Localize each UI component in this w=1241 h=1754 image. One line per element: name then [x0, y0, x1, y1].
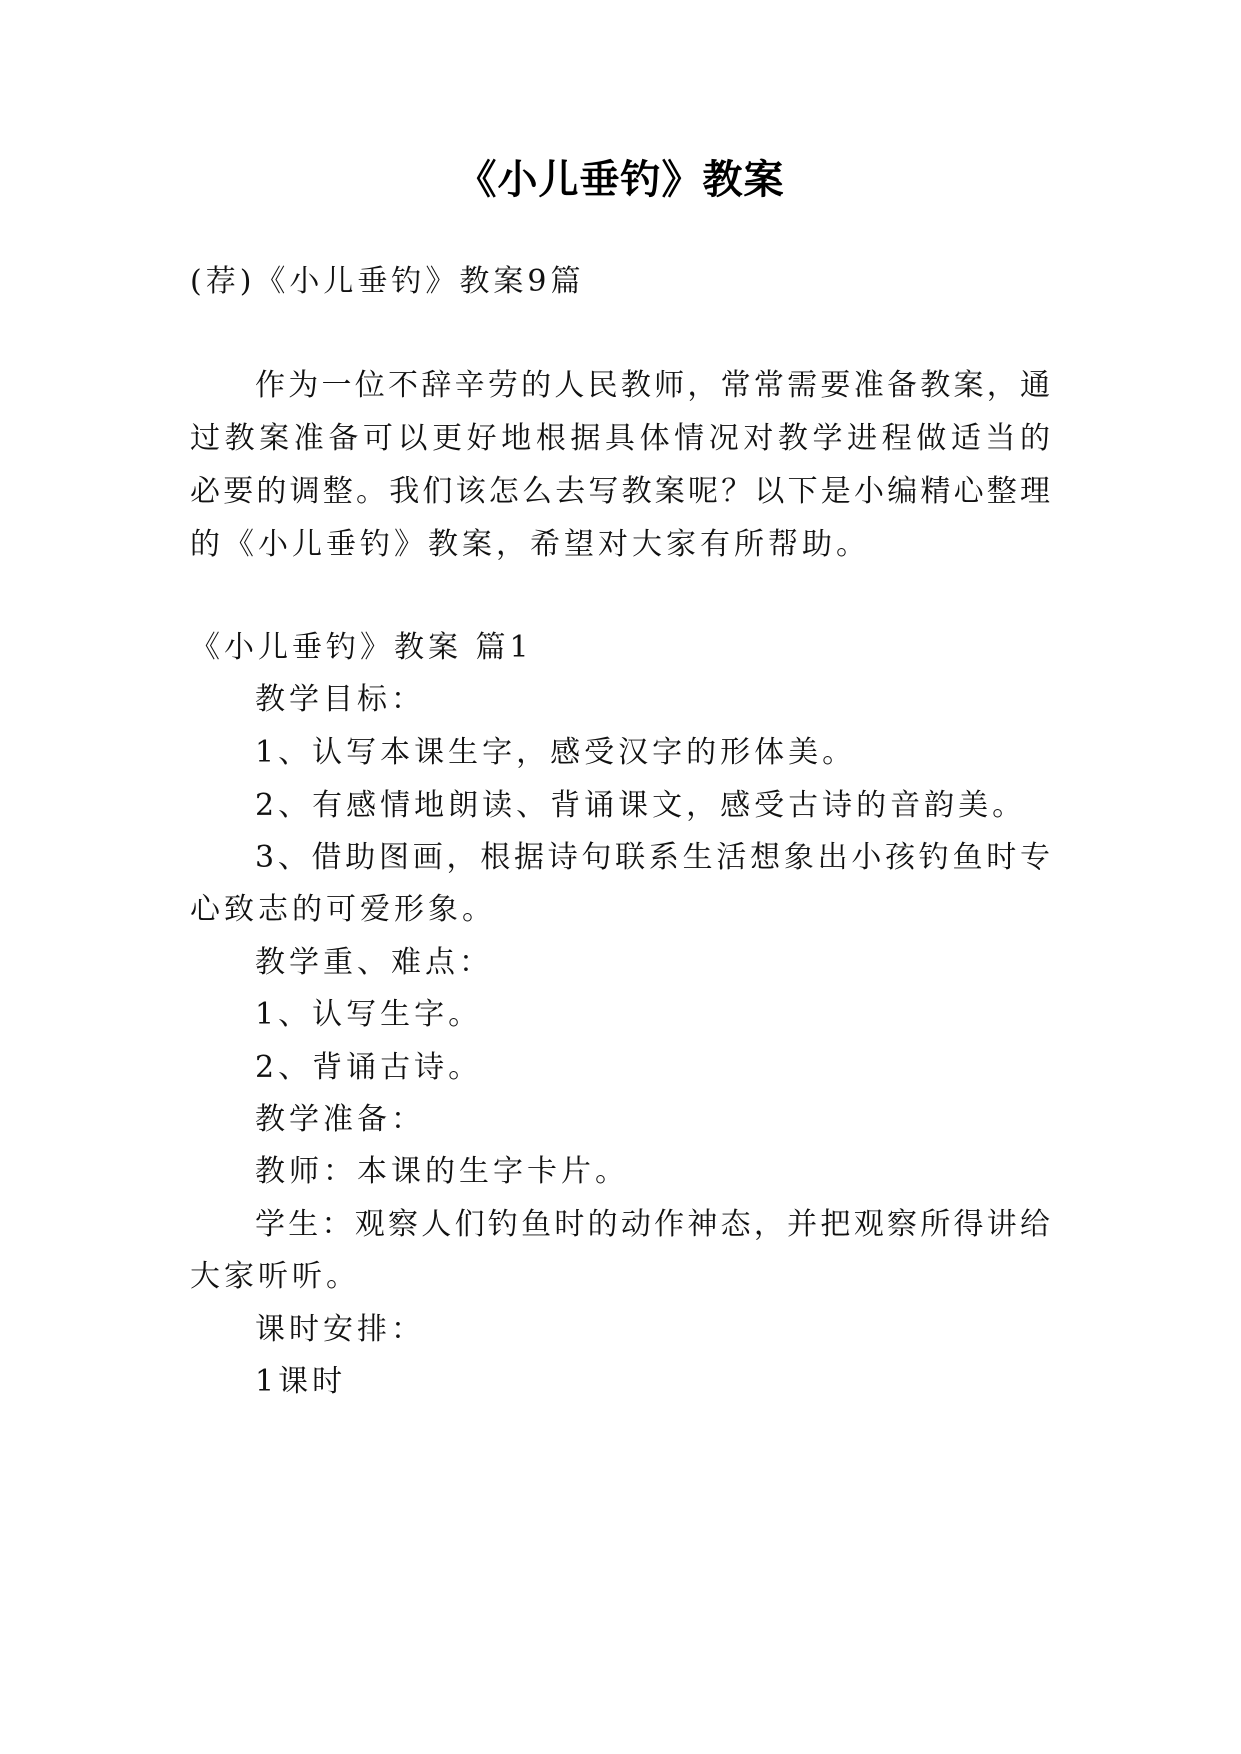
- body-line: 2、背诵古诗。: [255, 1050, 483, 1085]
- intro-line: 过教案准备可以更好地根据具体情况对教学进程做适当的: [190, 421, 1050, 456]
- section-heading: 《小儿垂钓》教案 篇1: [190, 630, 533, 665]
- intro-line: 作为一位不辞辛劳的人民教师，常常需要准备教案，通: [255, 368, 1050, 403]
- body-line: 大家听听。: [190, 1259, 360, 1294]
- document-subtitle: (荐)《小儿垂钓》教案9篇: [190, 264, 585, 299]
- body-line: 教学目标：: [255, 682, 425, 717]
- body-line: 1、认写本课生字，感受汉字的形体美。: [255, 735, 857, 770]
- body-line: 3、借助图画，根据诗句联系生活想象出小孩钓鱼时专: [255, 840, 1050, 875]
- body-line: 2、有感情地朗读、背诵课文，感受古诗的音韵美。: [255, 788, 1027, 823]
- body-line: 教学准备：: [255, 1102, 425, 1137]
- body-line: 1、认写生字。: [255, 997, 483, 1032]
- body-line: 学生：观察人们钓鱼时的动作神态，并把观察所得讲给: [255, 1207, 1050, 1242]
- body-line: 1课时: [255, 1364, 347, 1399]
- body-line: 教师：本课的生字卡片。: [255, 1154, 629, 1189]
- document-title: 《小儿垂钓》教案: [456, 157, 785, 203]
- body-line: 教学重、难点：: [255, 945, 493, 980]
- body-line: 心致志的可爱形象。: [190, 892, 496, 927]
- body-line: 课时安排：: [255, 1312, 425, 1347]
- intro-line: 必要的调整。我们该怎么去写教案呢？以下是小编精心整理: [190, 474, 1050, 509]
- intro-line: 的《小儿垂钓》教案，希望对大家有所帮助。: [190, 527, 870, 562]
